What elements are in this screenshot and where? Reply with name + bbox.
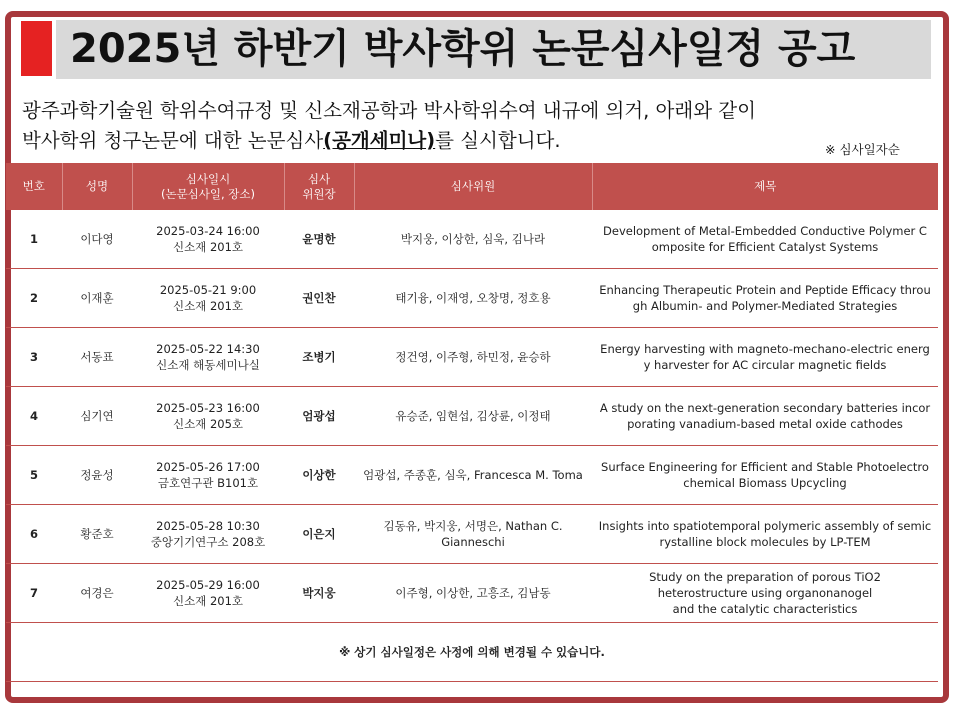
exam-datetime [132, 210, 284, 269]
committee-members [354, 505, 592, 564]
table-row [6, 505, 938, 564]
row-number: 4 [6, 387, 62, 446]
thesis-title-line: y harvester for AC circular magnetic fields [643, 358, 887, 372]
exam-place: 신소재 205호 [172, 417, 244, 431]
committee-members [354, 564, 592, 623]
committee-line: 이주형, 이상한, 고흥조, 김남동 [395, 586, 551, 600]
committee-chair: 엄광섭 [284, 387, 354, 446]
exam-datetime [132, 446, 284, 505]
committee-chair: 윤명한 [284, 210, 354, 269]
table-header-row [6, 163, 938, 210]
thesis-title-line: Surface Engineering for Efficient and Stable Photoelectro [601, 460, 929, 474]
committee-members [354, 328, 592, 387]
committee-members [354, 387, 592, 446]
table-row [6, 446, 938, 505]
header-title: 제목 [592, 163, 938, 210]
exam-date: 2025-05-22 14:30 [156, 342, 260, 356]
table-row [6, 564, 938, 623]
candidate-name: 여경은 [62, 564, 132, 623]
exam-datetime [132, 505, 284, 564]
exam-place: 신소재 해동세미나실 [156, 358, 260, 372]
header-datetime [132, 163, 284, 210]
committee-members [354, 269, 592, 328]
exam-place: 중앙기기연구소 208호 [150, 535, 266, 549]
candidate-name: 서동표 [62, 328, 132, 387]
table-row [6, 269, 938, 328]
thesis-title-line: gh Albumin- and Polymer-Mediated Strategies [632, 299, 898, 313]
committee-line: 박지웅, 이상한, 심욱, 김나라 [400, 232, 546, 246]
row-number: 5 [6, 446, 62, 505]
row-number: 2 [6, 269, 62, 328]
table-row [6, 328, 938, 387]
committee-chair: 조병기 [284, 328, 354, 387]
thesis-title-line: and the catalytic characteristics [672, 602, 858, 616]
thesis-title-line: porating vanadium-based metal oxide cathodes [627, 417, 903, 431]
exam-place: 신소재 201호 [172, 240, 244, 254]
public-seminar-emphasis: (공개세미나) [323, 129, 436, 152]
thesis-title-line: omposite for Efficient Catalyst Systems [651, 240, 879, 254]
intro-line-1: 광주과학기술원 학위수여규정 및 신소재공학과 박사학위수여 내규에 의거, 아래와 같이 [22, 99, 756, 122]
thesis-title-line: A study on the next-generation secondary batteries incor [599, 401, 931, 415]
row-number: 1 [6, 210, 62, 269]
thesis-title-line: rystalline block molecules by LP-TEM [659, 535, 871, 549]
thesis-title-line: Energy harvesting with magneto-mechano-electric energ [600, 342, 930, 356]
candidate-name: 이다영 [62, 210, 132, 269]
candidate-name: 황준호 [62, 505, 132, 564]
intro-line-2-text: 박사학위 청구논문에 대한 논문심사 [22, 129, 324, 152]
thesis-title-line: Development of Metal-Embedded Conductive Polymer C [603, 224, 927, 238]
thesis-title [592, 564, 938, 623]
schedule-change-footnote: ※ 상기 심사일정은 사정에 의해 변경될 수 있습니다. [6, 623, 938, 682]
committee-line: 태기융, 이재영, 오창명, 정호용 [395, 291, 551, 305]
title-bar [56, 20, 931, 79]
committee-line: 유승준, 임현섭, 김상륜, 이정태 [395, 409, 551, 423]
footnote-row [6, 623, 938, 682]
header-chair-line2: 위원장 [302, 186, 336, 201]
exam-datetime [132, 269, 284, 328]
committee-chair: 권인찬 [284, 269, 354, 328]
intro-paragraph [22, 96, 922, 156]
committee-line: 김동유, 박지웅, 서명은, Nathan C. [383, 519, 563, 533]
exam-place: 신소재 201호 [172, 594, 244, 608]
intro-line-2 [22, 126, 922, 156]
thesis-title [592, 446, 938, 505]
row-number: 3 [6, 328, 62, 387]
exam-datetime [132, 387, 284, 446]
committee-chair: 박지웅 [284, 564, 354, 623]
thesis-title [592, 269, 938, 328]
committee-line: 엄광섭, 주종훈, 심욱, Francesca M. Toma [363, 468, 583, 482]
table-row [6, 210, 938, 269]
header-datetime-line2: (논문심사일, 장소) [160, 186, 256, 201]
candidate-name: 이재훈 [62, 269, 132, 328]
committee-chair: 이은지 [284, 505, 354, 564]
thesis-title [592, 328, 938, 387]
thesis-title-line: Insights into spatiotemporal polymeric assembly of semic [598, 519, 932, 533]
exam-date: 2025-05-21 9:00 [159, 283, 257, 297]
committee-members [354, 446, 592, 505]
thesis-title-line: Study on the preparation of porous TiO2 [649, 570, 881, 584]
exam-date: 2025-05-23 16:00 [156, 401, 260, 415]
committee-line: 정건영, 이주형, 하민정, 윤승하 [395, 350, 551, 364]
exam-date: 2025-05-28 10:30 [156, 519, 260, 533]
exam-date: 2025-05-26 17:00 [156, 460, 260, 474]
committee-chair: 이상한 [284, 446, 354, 505]
header-chair [284, 163, 354, 210]
thesis-title-line: heterostructure using organonanogel [657, 586, 873, 600]
row-number: 6 [6, 505, 62, 564]
candidate-name: 정윤성 [62, 446, 132, 505]
exam-datetime [132, 564, 284, 623]
committee-members [354, 210, 592, 269]
exam-date: 2025-05-29 16:00 [156, 578, 260, 592]
header-number: 번호 [6, 163, 62, 210]
table-row [6, 387, 938, 446]
header-name: 성명 [62, 163, 132, 210]
schedule-table [6, 163, 938, 682]
thesis-title [592, 210, 938, 269]
row-number: 7 [6, 564, 62, 623]
thesis-title [592, 387, 938, 446]
sort-order-note: ※ 심사일자순 [825, 142, 900, 157]
title-accent-block [21, 21, 52, 76]
candidate-name: 심기연 [62, 387, 132, 446]
header-chair-line1: 심사 [307, 171, 331, 186]
exam-date: 2025-03-24 16:00 [156, 224, 260, 238]
header-committee: 심사위원 [354, 163, 592, 210]
committee-line: Gianneschi [441, 535, 505, 549]
page-title: 2025년 하반기 박사학위 논문심사일정 공고 [70, 26, 856, 72]
exam-place: 신소재 201호 [172, 299, 244, 313]
exam-datetime [132, 328, 284, 387]
thesis-title [592, 505, 938, 564]
thesis-title-line: chemical Biomass Upcycling [683, 476, 847, 490]
intro-line-2-tail: 를 실시합니다. [435, 129, 561, 152]
header-datetime-line1: 심사일시 [185, 171, 231, 186]
thesis-title-line: Enhancing Therapeutic Protein and Peptide Efficacy throu [599, 283, 931, 297]
exam-place: 금호연구관 B101호 [157, 476, 259, 490]
